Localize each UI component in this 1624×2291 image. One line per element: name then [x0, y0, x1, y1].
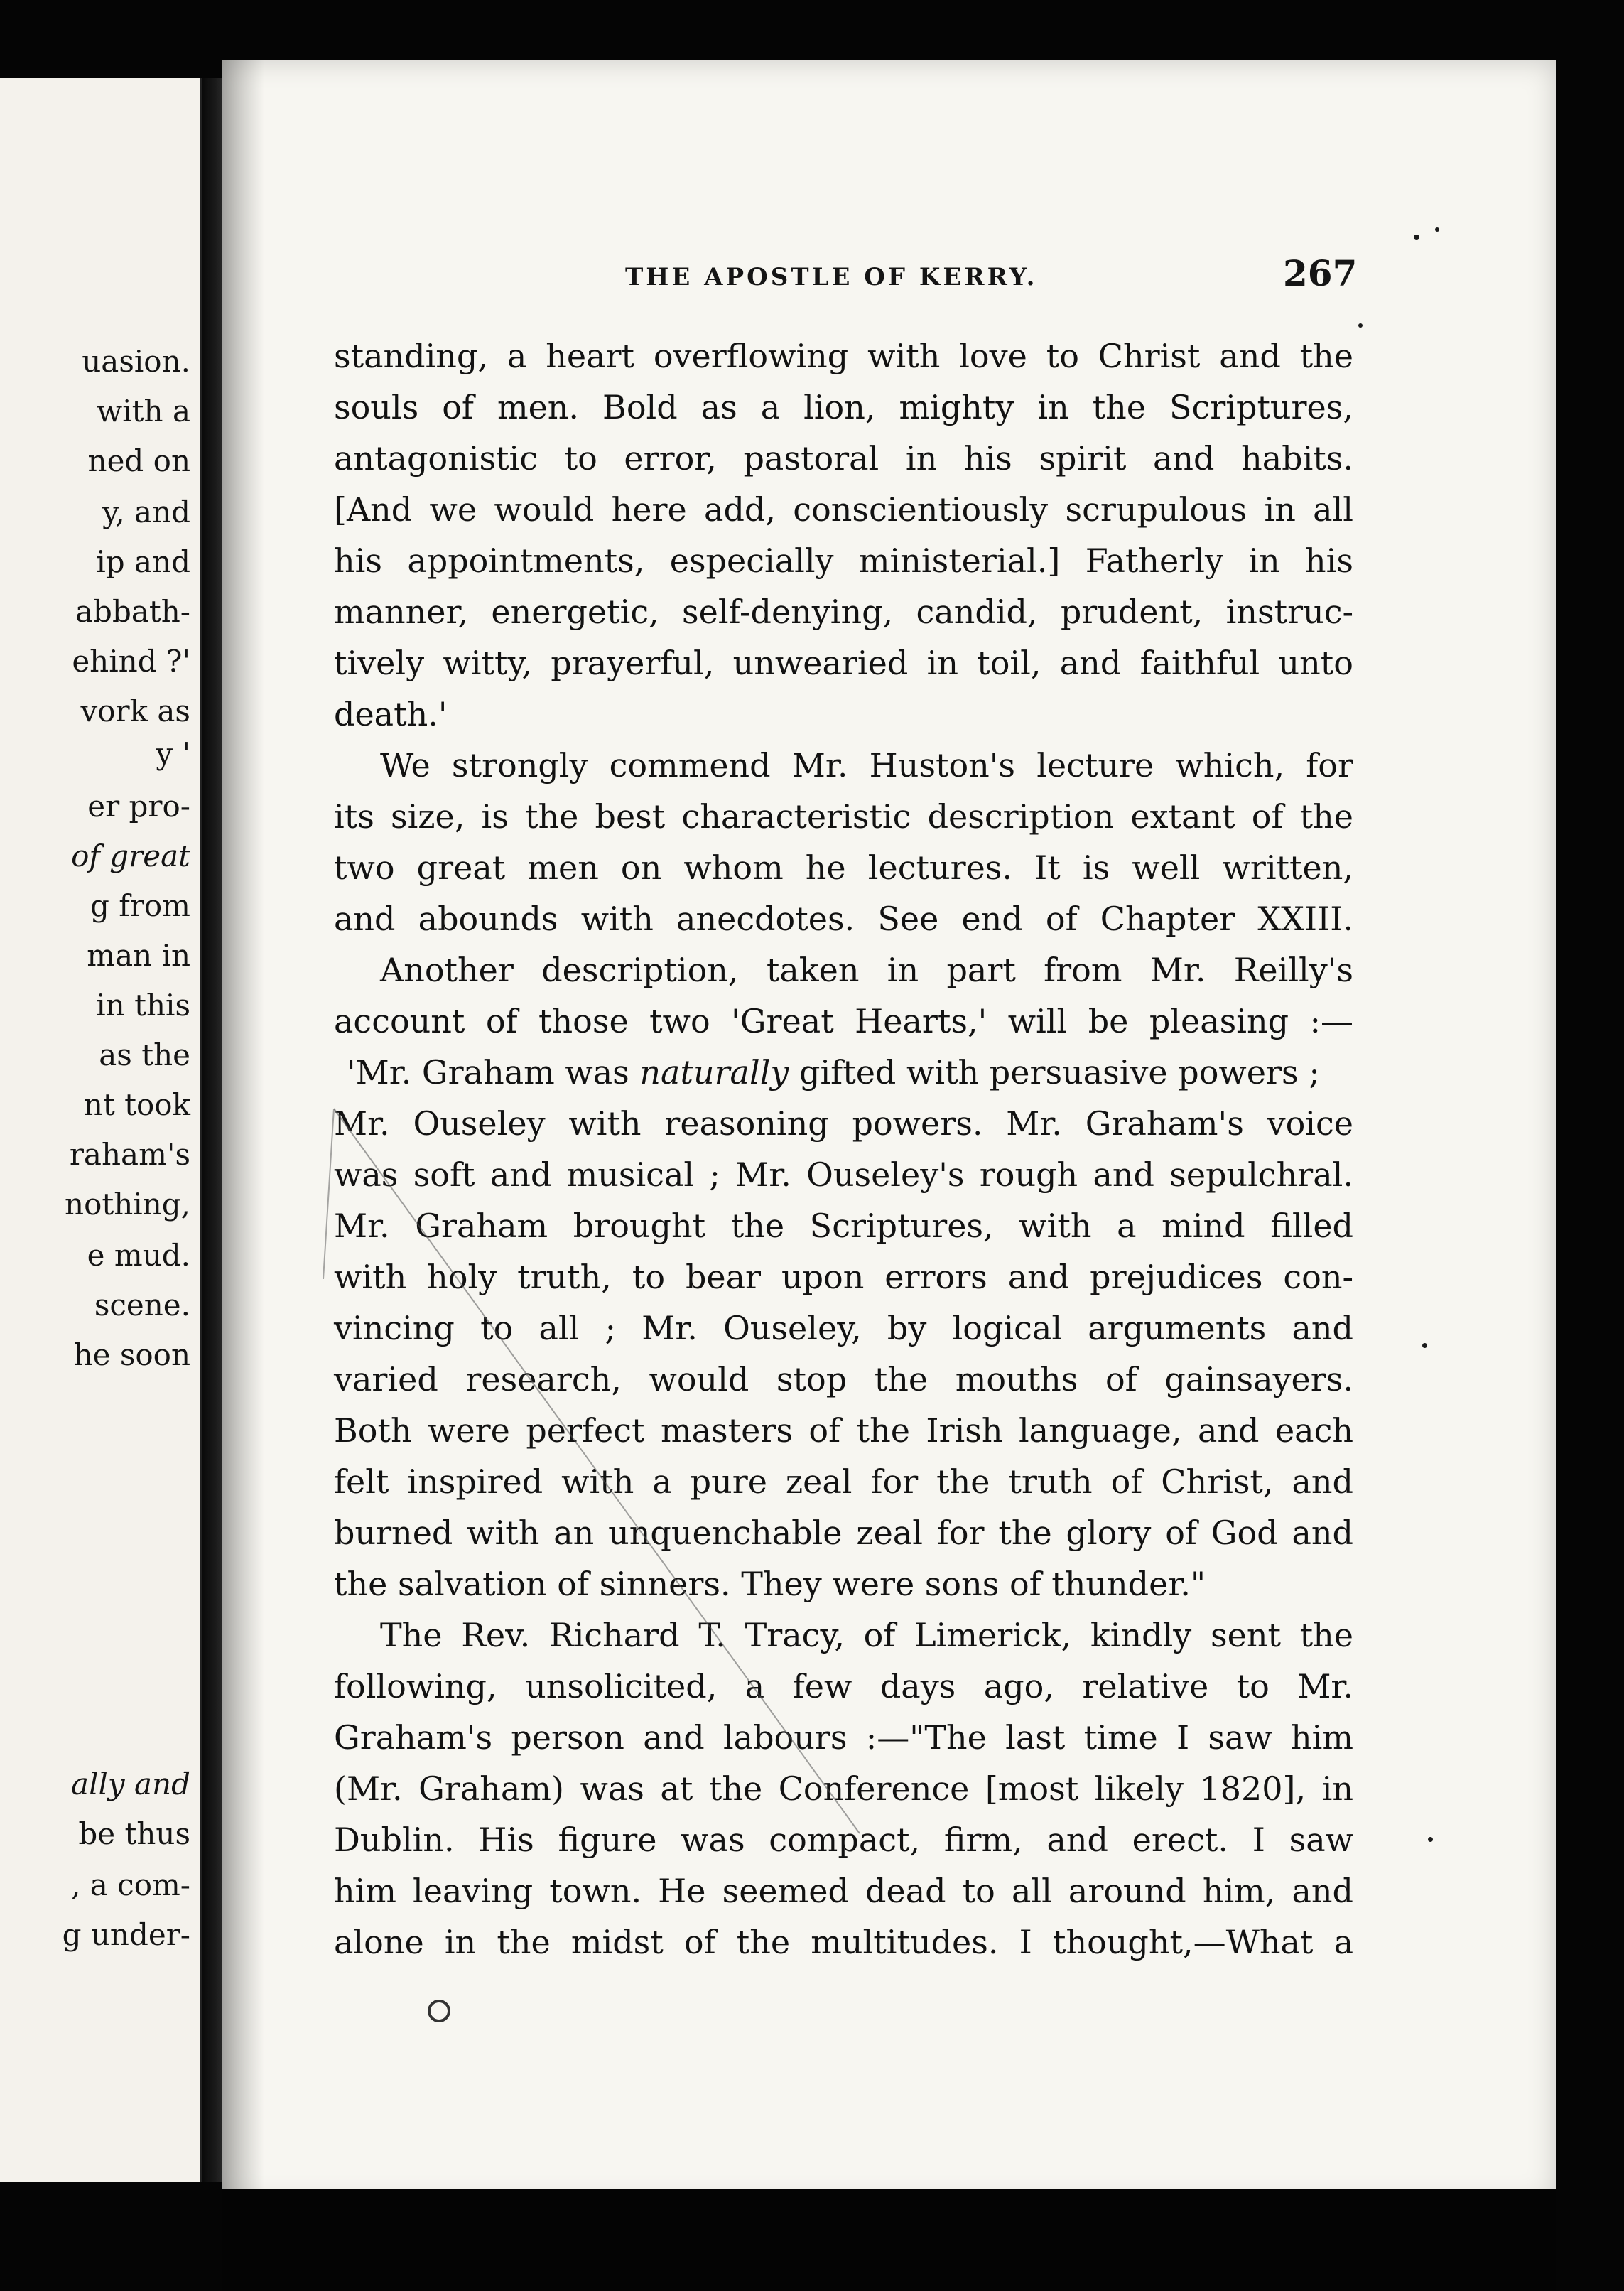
quote-start-text: 'Mr. Graham was	[347, 1053, 640, 1091]
left-page-line: be thus	[78, 1816, 190, 1851]
body-text-line: varied research, would stop the mouths of gainsayers.	[334, 1360, 1353, 1398]
left-page-line: g under-	[62, 1917, 190, 1952]
body-text-line: Dublin. His figure was compact, firm, and erect. I saw	[334, 1821, 1353, 1859]
left-page-line: , a com-	[71, 1867, 190, 1902]
body-text-line: tively witty, prayerful, unwearied in toil, and faithful unto	[334, 644, 1353, 682]
page-number: 267	[1283, 252, 1358, 294]
body-text-line: Mr. Ouseley with reasoning powers. Mr. Graham's voice	[334, 1104, 1353, 1143]
dust-speck	[1435, 227, 1439, 232]
left-page-line: er pro-	[87, 789, 190, 824]
left-page-line: ned on	[87, 443, 190, 478]
left-page-line: e mud.	[87, 1238, 190, 1273]
body-text-line: his appointments, especially ministerial.] Fatherly in his	[334, 541, 1353, 580]
body-text-line: death.'	[334, 695, 448, 733]
body-text-line: the salvation of sinners. They were sons of thunder."	[334, 1565, 1206, 1603]
body-text-line: with holy truth, to bear upon errors and prejudices con-	[334, 1258, 1353, 1296]
body-text-line: Both were perfect masters of the Irish language, and each	[334, 1411, 1353, 1450]
left-page-line: ip and	[96, 544, 190, 579]
left-page-line: ally and	[71, 1767, 190, 1801]
left-page-line: he soon	[73, 1337, 190, 1372]
left-page-line: nt took	[83, 1087, 190, 1122]
body-text-line: following, unsolicited, a few days ago, relative to Mr.	[334, 1667, 1353, 1705]
dust-speck	[1414, 235, 1419, 240]
left-page-line: g from	[90, 888, 190, 923]
italic-emphasis: naturally	[639, 1053, 789, 1091]
left-page-line: man in	[87, 938, 190, 973]
dust-speck	[1422, 1343, 1427, 1348]
left-page-line: uasion.	[82, 344, 190, 379]
left-page-line: in this	[96, 988, 190, 1023]
body-text-line: burned with an unquenchable zeal for the glory of God and	[334, 1514, 1353, 1552]
body-text-line: and abounds with anecdotes. See end of Chapter XXIII.	[334, 900, 1353, 938]
body-text-line: standing, a heart overflowing with love to Christ and the	[334, 337, 1353, 375]
scan-bottom-border	[222, 2189, 1556, 2291]
dust-speck	[1358, 323, 1363, 328]
body-text-line: antagonistic to error, pastoral in his spirit and habits.	[334, 439, 1353, 478]
left-page-line: as the	[99, 1037, 190, 1072]
body-text-line: vincing to all ; Mr. Ouseley, by logical arguments and	[334, 1309, 1353, 1347]
left-page-line: abbath-	[75, 594, 190, 629]
body-text-line: [And we would here add, conscientiously scrupulous in all	[334, 490, 1353, 529]
left-page-line: with a	[97, 394, 190, 428]
body-text-line: felt inspired with a pure zeal for the truth of Christ, and	[334, 1462, 1353, 1501]
left-page-line: ehind ?'	[72, 644, 190, 679]
left-page-line: vork as	[80, 694, 190, 728]
left-page-line: nothing,	[65, 1187, 190, 1222]
left-page-line: raham's	[69, 1137, 190, 1172]
left-page-line: y, and	[102, 495, 190, 529]
body-text-line: alone in the midst of the multitudes. I thought,—What a	[334, 1923, 1353, 1961]
running-head: THE APOSTLE OF KERRY.	[625, 263, 1038, 291]
body-text-line: manner, energetic, self-denying, candid, prudent, instruc-	[334, 593, 1353, 631]
body-text-line: souls of men. Bold as a lion, mighty in the Scriptures,	[334, 388, 1353, 426]
left-page-line: of great	[71, 839, 190, 873]
left-page-line: scene.	[94, 1288, 190, 1322]
body-text-line: him leaving town. He seemed dead to all around him, and	[334, 1872, 1353, 1910]
body-text-line: account of those two 'Great Hearts,' will be pleasing :—	[334, 1002, 1353, 1040]
dust-speck	[1428, 1837, 1433, 1842]
body-text-line: its size, is the best characteristic description extant of the	[334, 797, 1353, 836]
body-text-line: Graham's person and labours :—"The last time I saw him	[334, 1718, 1353, 1757]
body-text-line: two great men on whom he lectures. It is well written,	[334, 848, 1353, 887]
left-page-line: y '	[156, 736, 190, 771]
body-text-line: was soft and musical ; Mr. Ouseley's rough and sepulchral.	[334, 1155, 1353, 1194]
paragraph-start-line: Another description, taken in part from Mr. Reilly's	[380, 951, 1353, 989]
body-text-line: (Mr. Graham) was at the Conference [most likely 1820], in	[334, 1769, 1353, 1808]
quote-continuation-text: gifted with persuasive powers ;	[789, 1053, 1320, 1091]
paragraph-start-line: The Rev. Richard T. Tracy, of Limerick, kindly sent the	[380, 1616, 1353, 1654]
body-text-line: Mr. Graham brought the Scriptures, with a mind filled	[334, 1207, 1353, 1245]
paragraph-start-line: We strongly commend Mr. Huston's lecture which, for	[380, 746, 1353, 785]
